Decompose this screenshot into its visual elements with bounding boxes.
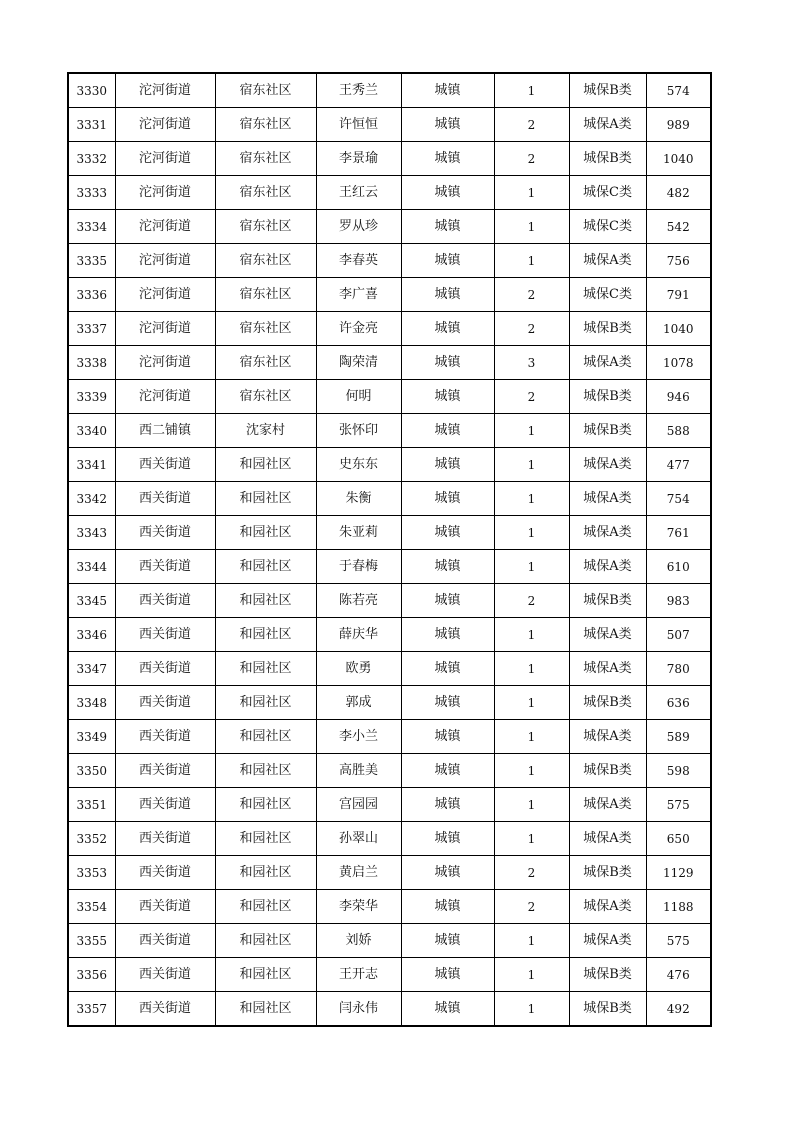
name-cell: 闫永伟	[316, 992, 401, 1027]
table-body	[68, 73, 711, 1026]
community-cell: 和园社区	[215, 788, 316, 822]
name-cell: 刘娇	[316, 924, 401, 958]
serial-number-cell: 3334	[68, 210, 115, 244]
area-type-cell: 城镇	[401, 142, 494, 176]
household-size-cell: 1	[494, 754, 569, 788]
street-cell: 西关街道	[115, 550, 215, 584]
amount-cell: 983	[646, 584, 711, 618]
household-size-cell: 1	[494, 176, 569, 210]
insurance-category-cell: 城保A类	[569, 516, 646, 550]
amount-cell: 1040	[646, 142, 711, 176]
area-type-cell: 城镇	[401, 754, 494, 788]
community-cell: 和园社区	[215, 856, 316, 890]
insurance-category-cell: 城保B类	[569, 380, 646, 414]
household-size-cell: 1	[494, 992, 569, 1027]
household-size-cell: 2	[494, 890, 569, 924]
serial-number-cell: 3351	[68, 788, 115, 822]
serial-number-cell: 3333	[68, 176, 115, 210]
name-cell: 宫园园	[316, 788, 401, 822]
community-cell: 宿东社区	[215, 210, 316, 244]
community-cell: 和园社区	[215, 652, 316, 686]
insurance-category-cell: 城保B类	[569, 754, 646, 788]
amount-cell: 476	[646, 958, 711, 992]
household-size-cell: 2	[494, 142, 569, 176]
amount-cell: 636	[646, 686, 711, 720]
table-row	[68, 550, 711, 584]
community-cell: 和园社区	[215, 924, 316, 958]
community-cell: 宿东社区	[215, 380, 316, 414]
street-cell: 沱河街道	[115, 142, 215, 176]
community-cell: 和园社区	[215, 754, 316, 788]
street-cell: 西关街道	[115, 890, 215, 924]
community-cell: 和园社区	[215, 584, 316, 618]
serial-number-cell: 3344	[68, 550, 115, 584]
insurance-category-cell: 城保A类	[569, 244, 646, 278]
area-type-cell: 城镇	[401, 958, 494, 992]
area-type-cell: 城镇	[401, 346, 494, 380]
street-cell: 西关街道	[115, 822, 215, 856]
area-type-cell: 城镇	[401, 482, 494, 516]
household-size-cell: 1	[494, 822, 569, 856]
name-cell: 许恒恒	[316, 108, 401, 142]
table-row	[68, 278, 711, 312]
area-type-cell: 城镇	[401, 992, 494, 1027]
table-row	[68, 176, 711, 210]
community-cell: 宿东社区	[215, 176, 316, 210]
name-cell: 于春梅	[316, 550, 401, 584]
street-cell: 西关街道	[115, 992, 215, 1027]
serial-number-cell: 3330	[68, 73, 115, 108]
amount-cell: 1129	[646, 856, 711, 890]
area-type-cell: 城镇	[401, 652, 494, 686]
name-cell: 张怀印	[316, 414, 401, 448]
household-size-cell: 1	[494, 550, 569, 584]
community-cell: 宿东社区	[215, 244, 316, 278]
insurance-category-cell: 城保C类	[569, 176, 646, 210]
community-cell: 和园社区	[215, 686, 316, 720]
household-size-cell: 3	[494, 346, 569, 380]
serial-number-cell: 3338	[68, 346, 115, 380]
insurance-category-cell: 城保C类	[569, 278, 646, 312]
area-type-cell: 城镇	[401, 244, 494, 278]
street-cell: 西关街道	[115, 652, 215, 686]
name-cell: 朱衡	[316, 482, 401, 516]
household-size-cell: 1	[494, 924, 569, 958]
street-cell: 西关街道	[115, 788, 215, 822]
table-row	[68, 142, 711, 176]
amount-cell: 574	[646, 73, 711, 108]
area-type-cell: 城镇	[401, 720, 494, 754]
community-cell: 和园社区	[215, 958, 316, 992]
amount-cell: 575	[646, 788, 711, 822]
community-cell: 和园社区	[215, 992, 316, 1027]
name-cell: 黄启兰	[316, 856, 401, 890]
insurance-category-cell: 城保B类	[569, 584, 646, 618]
serial-number-cell: 3341	[68, 448, 115, 482]
serial-number-cell: 3339	[68, 380, 115, 414]
table-row	[68, 822, 711, 856]
table-row	[68, 720, 711, 754]
household-size-cell: 2	[494, 108, 569, 142]
table-row	[68, 754, 711, 788]
area-type-cell: 城镇	[401, 210, 494, 244]
amount-cell: 780	[646, 652, 711, 686]
serial-number-cell: 3355	[68, 924, 115, 958]
area-type-cell: 城镇	[401, 414, 494, 448]
insurance-category-cell: 城保A类	[569, 550, 646, 584]
table-row	[68, 584, 711, 618]
street-cell: 沱河街道	[115, 73, 215, 108]
serial-number-cell: 3354	[68, 890, 115, 924]
insurance-category-cell: 城保A类	[569, 618, 646, 652]
table-row	[68, 448, 711, 482]
name-cell: 郭成	[316, 686, 401, 720]
insurance-category-cell: 城保B类	[569, 856, 646, 890]
serial-number-cell: 3331	[68, 108, 115, 142]
community-cell: 和园社区	[215, 550, 316, 584]
community-cell: 和园社区	[215, 822, 316, 856]
serial-number-cell: 3332	[68, 142, 115, 176]
name-cell: 李广喜	[316, 278, 401, 312]
street-cell: 西关街道	[115, 958, 215, 992]
area-type-cell: 城镇	[401, 448, 494, 482]
street-cell: 西关街道	[115, 856, 215, 890]
amount-cell: 610	[646, 550, 711, 584]
area-type-cell: 城镇	[401, 788, 494, 822]
insurance-category-cell: 城保A类	[569, 822, 646, 856]
area-type-cell: 城镇	[401, 380, 494, 414]
serial-number-cell: 3352	[68, 822, 115, 856]
serial-number-cell: 3350	[68, 754, 115, 788]
serial-number-cell: 3356	[68, 958, 115, 992]
table-row	[68, 516, 711, 550]
name-cell: 王秀兰	[316, 73, 401, 108]
insurance-category-cell: 城保B类	[569, 992, 646, 1027]
community-cell: 和园社区	[215, 448, 316, 482]
insurance-category-cell: 城保A类	[569, 652, 646, 686]
name-cell: 薛庆华	[316, 618, 401, 652]
household-size-cell: 1	[494, 482, 569, 516]
street-cell: 西关街道	[115, 618, 215, 652]
household-size-cell: 1	[494, 720, 569, 754]
area-type-cell: 城镇	[401, 176, 494, 210]
name-cell: 史东东	[316, 448, 401, 482]
name-cell: 欧勇	[316, 652, 401, 686]
table-row	[68, 618, 711, 652]
amount-cell: 589	[646, 720, 711, 754]
table-row	[68, 890, 711, 924]
serial-number-cell: 3348	[68, 686, 115, 720]
street-cell: 沱河街道	[115, 176, 215, 210]
serial-number-cell: 3335	[68, 244, 115, 278]
community-cell: 宿东社区	[215, 142, 316, 176]
area-type-cell: 城镇	[401, 108, 494, 142]
street-cell: 沱河街道	[115, 346, 215, 380]
area-type-cell: 城镇	[401, 890, 494, 924]
area-type-cell: 城镇	[401, 550, 494, 584]
insurance-category-cell: 城保B类	[569, 142, 646, 176]
amount-cell: 650	[646, 822, 711, 856]
area-type-cell: 城镇	[401, 584, 494, 618]
community-cell: 和园社区	[215, 618, 316, 652]
insurance-category-cell: 城保B类	[569, 686, 646, 720]
serial-number-cell: 3353	[68, 856, 115, 890]
street-cell: 西关街道	[115, 584, 215, 618]
household-size-cell: 1	[494, 244, 569, 278]
amount-cell: 482	[646, 176, 711, 210]
area-type-cell: 城镇	[401, 924, 494, 958]
table-row	[68, 244, 711, 278]
area-type-cell: 城镇	[401, 856, 494, 890]
amount-cell: 761	[646, 516, 711, 550]
street-cell: 西二铺镇	[115, 414, 215, 448]
street-cell: 西关街道	[115, 754, 215, 788]
amount-cell: 588	[646, 414, 711, 448]
insurance-category-cell: 城保B类	[569, 414, 646, 448]
serial-number-cell: 3357	[68, 992, 115, 1027]
household-size-cell: 1	[494, 448, 569, 482]
insurance-category-cell: 城保A类	[569, 924, 646, 958]
insurance-category-cell: 城保A类	[569, 720, 646, 754]
insurance-category-cell: 城保A类	[569, 890, 646, 924]
amount-cell: 791	[646, 278, 711, 312]
area-type-cell: 城镇	[401, 516, 494, 550]
insurance-category-cell: 城保B类	[569, 73, 646, 108]
name-cell: 朱亚莉	[316, 516, 401, 550]
community-cell: 宿东社区	[215, 108, 316, 142]
household-size-cell: 1	[494, 73, 569, 108]
street-cell: 西关街道	[115, 720, 215, 754]
street-cell: 沱河街道	[115, 244, 215, 278]
table-row	[68, 958, 711, 992]
serial-number-cell: 3347	[68, 652, 115, 686]
household-size-cell: 1	[494, 652, 569, 686]
insurance-category-cell: 城保A类	[569, 482, 646, 516]
amount-cell: 756	[646, 244, 711, 278]
community-cell: 和园社区	[215, 720, 316, 754]
table-row	[68, 686, 711, 720]
name-cell: 孙翠山	[316, 822, 401, 856]
name-cell: 何明	[316, 380, 401, 414]
table-row	[68, 924, 711, 958]
amount-cell: 754	[646, 482, 711, 516]
name-cell: 李荣华	[316, 890, 401, 924]
street-cell: 西关街道	[115, 516, 215, 550]
household-size-cell: 1	[494, 686, 569, 720]
amount-cell: 477	[646, 448, 711, 482]
insurance-category-cell: 城保C类	[569, 210, 646, 244]
amount-cell: 507	[646, 618, 711, 652]
name-cell: 李春英	[316, 244, 401, 278]
household-size-cell: 1	[494, 516, 569, 550]
amount-cell: 575	[646, 924, 711, 958]
insurance-category-cell: 城保B类	[569, 312, 646, 346]
serial-number-cell: 3343	[68, 516, 115, 550]
community-cell: 和园社区	[215, 516, 316, 550]
street-cell: 沱河街道	[115, 380, 215, 414]
name-cell: 陶荣清	[316, 346, 401, 380]
household-size-cell: 1	[494, 618, 569, 652]
street-cell: 沱河街道	[115, 312, 215, 346]
serial-number-cell: 3340	[68, 414, 115, 448]
community-cell: 沈家村	[215, 414, 316, 448]
household-size-cell: 2	[494, 278, 569, 312]
name-cell: 罗从珍	[316, 210, 401, 244]
table-row	[68, 482, 711, 516]
household-size-cell: 2	[494, 380, 569, 414]
street-cell: 西关街道	[115, 448, 215, 482]
street-cell: 沱河街道	[115, 108, 215, 142]
name-cell: 李景瑜	[316, 142, 401, 176]
serial-number-cell: 3342	[68, 482, 115, 516]
community-cell: 宿东社区	[215, 278, 316, 312]
serial-number-cell: 3337	[68, 312, 115, 346]
table-row	[68, 346, 711, 380]
table-row	[68, 992, 711, 1027]
street-cell: 西关街道	[115, 924, 215, 958]
insurance-category-cell: 城保A类	[569, 346, 646, 380]
insurance-category-cell: 城保B类	[569, 958, 646, 992]
area-type-cell: 城镇	[401, 278, 494, 312]
table-row	[68, 210, 711, 244]
area-type-cell: 城镇	[401, 686, 494, 720]
name-cell: 王红云	[316, 176, 401, 210]
insurance-category-cell: 城保A类	[569, 448, 646, 482]
area-type-cell: 城镇	[401, 618, 494, 652]
serial-number-cell: 3336	[68, 278, 115, 312]
area-type-cell: 城镇	[401, 312, 494, 346]
household-size-cell: 2	[494, 584, 569, 618]
name-cell: 李小兰	[316, 720, 401, 754]
table-row	[68, 312, 711, 346]
table-row	[68, 380, 711, 414]
area-type-cell: 城镇	[401, 73, 494, 108]
amount-cell: 492	[646, 992, 711, 1027]
insurance-category-cell: 城保A类	[569, 788, 646, 822]
amount-cell: 989	[646, 108, 711, 142]
community-cell: 和园社区	[215, 890, 316, 924]
welfare-table	[67, 72, 712, 1027]
name-cell: 陈若亮	[316, 584, 401, 618]
household-size-cell: 1	[494, 788, 569, 822]
name-cell: 许金亮	[316, 312, 401, 346]
amount-cell: 1078	[646, 346, 711, 380]
household-size-cell: 1	[494, 414, 569, 448]
amount-cell: 1188	[646, 890, 711, 924]
serial-number-cell: 3346	[68, 618, 115, 652]
table-row	[68, 652, 711, 686]
table-row	[68, 856, 711, 890]
amount-cell: 542	[646, 210, 711, 244]
insurance-category-cell: 城保A类	[569, 108, 646, 142]
table-row	[68, 414, 711, 448]
community-cell: 宿东社区	[215, 73, 316, 108]
table-row	[68, 73, 711, 108]
household-size-cell: 2	[494, 312, 569, 346]
amount-cell: 1040	[646, 312, 711, 346]
table-row	[68, 108, 711, 142]
name-cell: 高胜美	[316, 754, 401, 788]
community-cell: 宿东社区	[215, 346, 316, 380]
area-type-cell: 城镇	[401, 822, 494, 856]
amount-cell: 946	[646, 380, 711, 414]
street-cell: 西关街道	[115, 482, 215, 516]
community-cell: 宿东社区	[215, 312, 316, 346]
household-size-cell: 1	[494, 210, 569, 244]
community-cell: 和园社区	[215, 482, 316, 516]
household-size-cell: 1	[494, 958, 569, 992]
name-cell: 王开志	[316, 958, 401, 992]
serial-number-cell: 3345	[68, 584, 115, 618]
street-cell: 沱河街道	[115, 278, 215, 312]
household-size-cell: 2	[494, 856, 569, 890]
street-cell: 沱河街道	[115, 210, 215, 244]
table-row	[68, 788, 711, 822]
street-cell: 西关街道	[115, 686, 215, 720]
serial-number-cell: 3349	[68, 720, 115, 754]
amount-cell: 598	[646, 754, 711, 788]
